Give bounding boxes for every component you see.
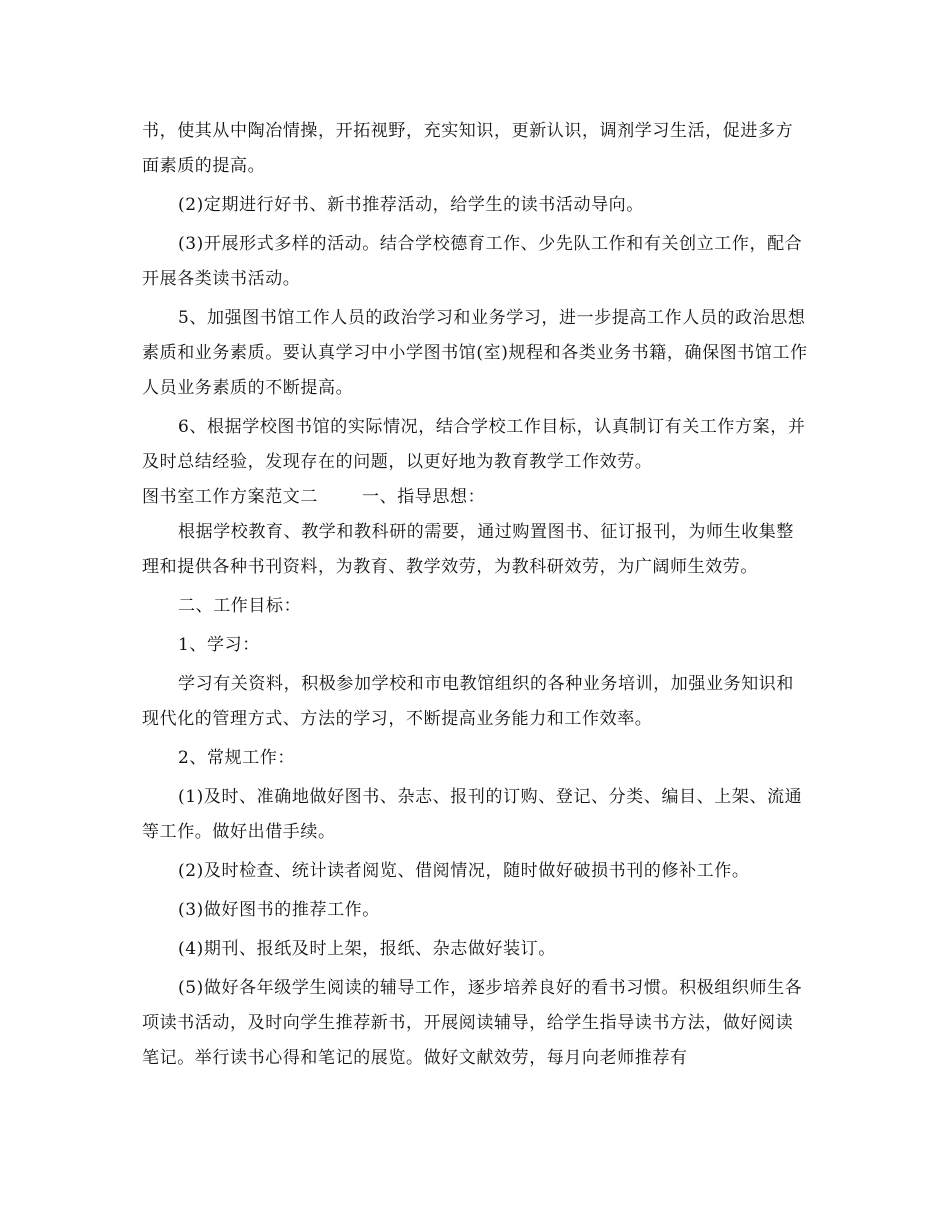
list-item: (1)及时、准确地做好图书、杂志、报刊的订购、登记、分类、编目、上架、流通等工作。做好出借手续。 bbox=[142, 787, 803, 842]
document-body bbox=[142, 114, 810, 1076]
paragraph: 根据学校教育、教学和教科研的需要，通过购置图书、征订报刊，为师生收集整理和提供各种书刊资料，为教育、教学效劳，为教科研效劳，为广阔师生效劳。 bbox=[142, 522, 794, 577]
section-title: 图书室工作方案范文二 bbox=[142, 487, 318, 507]
subheading-routine-work: 2、常规工作： bbox=[178, 748, 296, 768]
paragraph: (2)定期进行好书、新书推荐活动，给学生的读书活动导向。 bbox=[178, 195, 644, 215]
section-heading-goals: 二、工作目标： bbox=[178, 596, 302, 616]
list-item: (3)做好图书的推荐工作。 bbox=[178, 900, 380, 920]
paragraph: (3)开展形式多样的活动。结合学校德育工作、少先队工作和有关创立工作，配合开展各类读书活动。 bbox=[142, 234, 803, 289]
list-item: (5)做好各年级学生阅读的辅导工作，逐步培养良好的看书习惯。积极组织师生各项读书活动，及时向学生推荐新书，开展阅读辅导，给学生指导读书方法，做好阅读笔记。举行读书心得和笔记的展览。做好文献效劳，每月向老师推荐有 bbox=[142, 978, 803, 1068]
paragraph: 6、根据学校图书馆的实际情况，结合学校工作目标，认真制订有关工作方案，并及时总结经验，发现存在的问题，以更好地为教育教学工作效劳。 bbox=[142, 417, 806, 472]
paragraph: 书，使其从中陶冶情操，开拓视野，充实知识，更新认识，调剂学习生活，促进多方面素质的提高。 bbox=[142, 121, 794, 176]
section-heading bbox=[142, 480, 810, 515]
subheading-study: 1、学习： bbox=[178, 635, 260, 655]
list-item: (2)及时检查、统计读者阅览、借阅情况，随时做好破损书刊的修补工作。 bbox=[178, 861, 750, 881]
list-item: (4)期刊、报纸及时上架，报纸、杂志做好装订。 bbox=[178, 939, 556, 959]
paragraph: 学习有关资料，积极参加学校和市电教馆组织的各种业务培训，加强业务知识和现代化的管理方式、方法的学习，不断提高业务能力和工作效率。 bbox=[142, 674, 794, 729]
paragraph: 5、加强图书馆工作人员的政治学习和业务学习，进一步提高工作人员的政治思想素质和业务素质。要认真学习中小学图书馆(室)规程和各类业务书籍，确保图书馆工作人员业务素质的不断提高。 bbox=[142, 308, 808, 398]
section-subtitle: 一、指导思想： bbox=[362, 487, 486, 507]
